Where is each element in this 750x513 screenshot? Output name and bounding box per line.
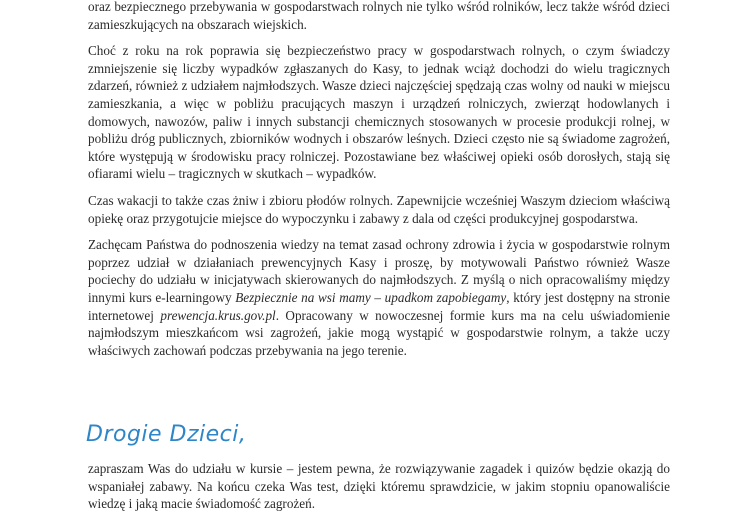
- letter-body: [88, 0, 670, 368]
- greeting-heading: Drogie Dzieci,: [86, 422, 247, 447]
- website-name: prewencja.krus.gov.pl: [160, 307, 276, 323]
- course-title: Bezpiecznie na wsi mamy – upadkom zapobiegamy: [235, 289, 507, 305]
- paragraph-2: Choć z roku na rok poprawia się bezpieczeństwo pracy w gospodarstwach rolnych, o czym świadczy zmniejszenie się liczby wypadków zgłaszanych do Kasy, to jednak wciąż dochodzi do wielu tragicznych zdarzeń, również z udziałem najmłodszych. Wasze dzieci najczęściej spędzają czas wolny od nauki w miejscu zamieszkania, a więc w pobliżu pracujących maszyn i urządzeń rolniczych, zwierząt hodowlanych i domowych, nawozów, paliw i innych substancji chemicznych stosowanych w procesie produkcji rolnej, w pobliżu dróg publicznych, zbiorników wodnych i obszarów leśnych. Dzieci często nie są świadome zagrożeń, które występują w środowisku pracy rolniczej. Pozostawiane bez właściwej opieki osób dorosłych, stają się ofiarami wielu – tragicznych w skutkach – wypadków.: [88, 43, 670, 182]
- paragraph-4: [88, 236, 670, 359]
- paragraph-4-part1: Zachęcam Państwa do podnoszenia wiedzy na temat zasad ochrony zdrowia i życia w gospodarstwie rolnym poprzez udział w działaniach prewencyjnych Kasy i proszę, by motywowali Państwo również Wasze pociechy do udziału w inicjatywach skierowanych do najmłodszych. Z myślą o nich opracowaliśmy między innymi kurs e-learningowy: [88, 237, 670, 305]
- paragraph-4-part3: . Opracowany w nowoczesnej formie kurs ma na celu uświadomienie najmłodszym mieszkańcom wsi zagrożeń, jakie mogą wystąpić w gospodarstwie rolnym, a także uczy właściwych zachowań podczas przebywania na jego terenie.: [88, 307, 670, 358]
- paragraph-1: oraz bezpiecznego przebywania w gospodarstwach rolnych nie tylko wśród rolników, lecz także wśród dzieci zamieszkujących na obszarach wiejskich.: [88, 0, 670, 32]
- children-paragraph: zapraszam Was do udziału w kursie – jestem pewna, że rozwiązywanie zagadek i quizów będzie okazją do wspaniałej zabawy. Na końcu czeka Was test, dzięki któremu sprawdzicie, w jakim stopniu opanowaliście wiedzę i jaką macie świadomość zagrożeń.: [88, 461, 670, 512]
- paragraph-3: Czas wakacji to także czas żniw i zbioru płodów rolnych. Zapewnijcie wcześniej Waszym dzieciom właściwą opiekę oraz przygotujcie miejsce do wypoczynku i zabawy z dala od części produkcyjnej gospodarstwa.: [88, 192, 670, 226]
- paragraph-4-part2: , który jest dostępny na stronie internetowej: [88, 289, 670, 323]
